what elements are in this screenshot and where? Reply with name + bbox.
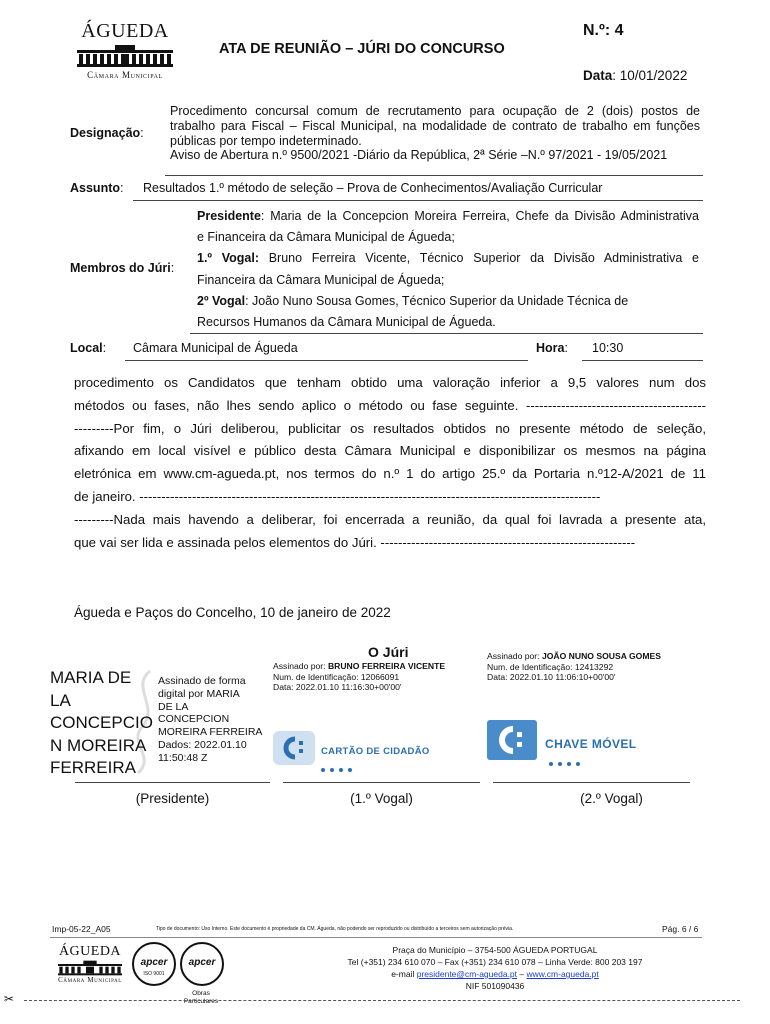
member-president: Presidente: Maria de la Concepcion Moreira Ferreira, Chefe da Divisão Administrativa <box>197 209 699 223</box>
footer-email-line: e-mail presidente@cm-agueda.pt – www.cm-agueda.pt <box>391 969 599 979</box>
hora-value: 10:30 <box>592 341 624 355</box>
document-date <box>583 68 687 83</box>
president-name: MARIA DE LA CONCEPCIO N MOREIRA FERREIRA <box>50 668 153 777</box>
divider <box>165 175 703 176</box>
body-line: ---------Nada mais havendo a deliberar, foi encerrada a reunião, da qual foi lavrada a presente ata, <box>74 511 706 527</box>
logo-subtitle: Câmara Municipal <box>87 70 163 80</box>
designacao-label: Designação: <box>70 126 144 140</box>
signature-line-president <box>75 782 270 783</box>
divider <box>190 333 703 334</box>
body-line: ---------Por fim, o Júri deliberou, publicitar os resultados obtidos no presente método de seleção, <box>74 420 706 436</box>
body-line: métodos ou fases, não lhes sendo aplico o método ou fase seguinte. ----------------------------------------- <box>74 397 706 413</box>
member-vogal1: 1.º Vogal: Bruno Ferreira Vicente, Técnico Superior da Divisão Administrativa e <box>197 251 699 266</box>
footer-divider <box>50 937 702 938</box>
member-president-cont: e Financeira da Câmara Municipal de Águeda; <box>197 230 455 245</box>
divider <box>582 360 703 361</box>
body-line: afixando em local visível e público desta Câmara Municipal e disponibilizar os mesmos na página <box>74 443 706 459</box>
badge-dots <box>321 759 357 777</box>
town-hall-icon <box>55 960 125 976</box>
apcer-seal-1: apcer ISO 9001 <box>132 942 176 986</box>
divider <box>125 360 528 361</box>
badge-dots <box>549 753 585 771</box>
role-president: (Presidente) <box>135 791 210 806</box>
membros-label: Membros do Júri: <box>70 261 175 275</box>
town-hall-icon <box>75 44 175 68</box>
assunto-value: Resultados 1.º método de seleção – Prova de Conhecimentos/Avaliação Curricular <box>143 181 603 195</box>
designacao-line: públicas por tempo indeterminado. <box>170 133 362 148</box>
member-vogal1-cont: Financeira da Câmara Municipal de Águeda; <box>197 272 445 287</box>
footer-logo-name: ÁGUEDA <box>58 944 122 959</box>
juri-title: O Júri <box>368 644 409 660</box>
number-value: : 4 <box>604 22 624 39</box>
member-vogal2: 2º Vogal: João Nuno Sousa Gomes, Técnico Superior da Unidade Técnica de <box>197 293 629 308</box>
signature-line-vogal2 <box>493 782 690 783</box>
scissors-icon: ✂ <box>4 992 15 1006</box>
member-vogal2-cont: Recursos Humanos da Câmara Municipal de Águeda. <box>197 315 496 330</box>
footer-contacts <box>320 944 670 992</box>
assunto-label: Assunto: <box>70 181 124 195</box>
number-label: N.º <box>583 22 605 39</box>
designacao-line: Aviso de Abertura n.º 9500/2021 -Diário da República, 2ª Série –N.º 97/2021 - 19/05/2021 <box>170 148 668 163</box>
header-logo <box>70 20 180 80</box>
footer-logo <box>52 944 128 984</box>
signature-line-vogal1 <box>283 782 480 783</box>
local-value: Câmara Municipal de Águeda <box>133 341 298 355</box>
body-line: de janeiro. --------------------------------------------------------------------------------------------------------- <box>74 488 601 504</box>
date-label: Data <box>583 68 613 83</box>
cut-line <box>24 1000 740 1001</box>
apcer-seal-2: apcer <box>180 942 224 986</box>
body-line: procedimento os Candidatos que tenham obtido uma valoração inferior a 9,5 valores num dos <box>74 375 706 390</box>
website-link[interactable]: www.cm-agueda.pt <box>526 969 599 979</box>
president-stamp: Assinado de forma digital por MARIA DE LA CONCEPCION MOREIRA FERREIRA Dados: 2022.01.10 11:50:48 Z <box>158 675 263 764</box>
document-code: Imp-05-22_A05 <box>52 924 111 934</box>
page-number: Pág. 6 / 6 <box>662 924 699 934</box>
designacao-text <box>170 104 700 163</box>
chave-movel-icon <box>487 720 537 760</box>
footer-address: Praça do Município – 3754-500 ÁGUEDA PORTUGAL <box>392 945 598 955</box>
document-title: ATA DE REUNIÃO – JÚRI DO CONCURSO <box>219 41 505 57</box>
divider <box>133 200 703 201</box>
body-line: que vai ser lida e assinada pelos elementos do Júri. ---------------------------------------------------------- <box>74 534 636 550</box>
certification-seals <box>132 942 228 1004</box>
date-value: : 10/01/2022 <box>612 68 688 83</box>
email-link[interactable]: presidente@cm-agueda.pt <box>416 969 518 979</box>
president-signature <box>50 667 280 782</box>
cert-caption: Obras Particulares <box>183 990 219 1005</box>
role-vogal2: (2.º Vogal) <box>580 791 643 806</box>
minutes-body <box>74 372 706 554</box>
role-vogal1: (1.º Vogal) <box>350 791 413 806</box>
designacao-line: Procedimento concursal comum de recrutamento para ocupação de 2 (dois) postos de <box>170 104 700 118</box>
document-note: Tipo de documento: Uso Interno. Este documento é propriedade da CM. Águeda, não podendo ser reproduzido ou distribuído a terceiros sem autorização prévia. <box>156 926 514 932</box>
body-line: eletrónica em www.cm-agueda.pt, nos termos do n.º 1 do artigo 25.º da Portaria n.º12-A/2021 de 11 <box>74 466 706 482</box>
membros-list <box>197 206 699 333</box>
cartao-cidadao-icon <box>273 731 315 765</box>
footer-logo-subtitle: Câmara Municipal <box>58 976 122 984</box>
place-date: Águeda e Paços do Concelho, 10 de janeiro de 2022 <box>74 605 391 620</box>
designacao-line: trabalho para Fiscal – Fiscal Municipal, na modalidade de contrato de trabalho em funções <box>170 118 700 133</box>
hora-label: Hora: <box>536 341 568 355</box>
local-label: Local: <box>70 341 107 355</box>
footer-phones: Tel (+351) 234 610 070 – Fax (+351) 234 610 078 – Linha Verde: 800 203 197 <box>347 957 643 967</box>
vogal1-signature: Assinado por: BRUNO FERREIRA VICENTE Num. de Identificação: 12066091 Data: 2022.01.10 11:16:30+00'00' <box>273 661 446 692</box>
document-number <box>583 22 624 40</box>
cartao-cidadao-label: CARTÃO DE CIDADÃO <box>321 746 430 757</box>
vogal2-signature: Assinado por: JOÃO NUNO SOUSA GOMES Num. de Identificação: 12413292 Data: 2022.01.10 11:06:10+00'00' <box>487 651 661 682</box>
logo-name: ÁGUEDA <box>81 20 169 42</box>
chave-movel-label: CHAVE MÓVEL <box>545 737 637 751</box>
footer-nif: NIF 501090436 <box>465 981 525 991</box>
